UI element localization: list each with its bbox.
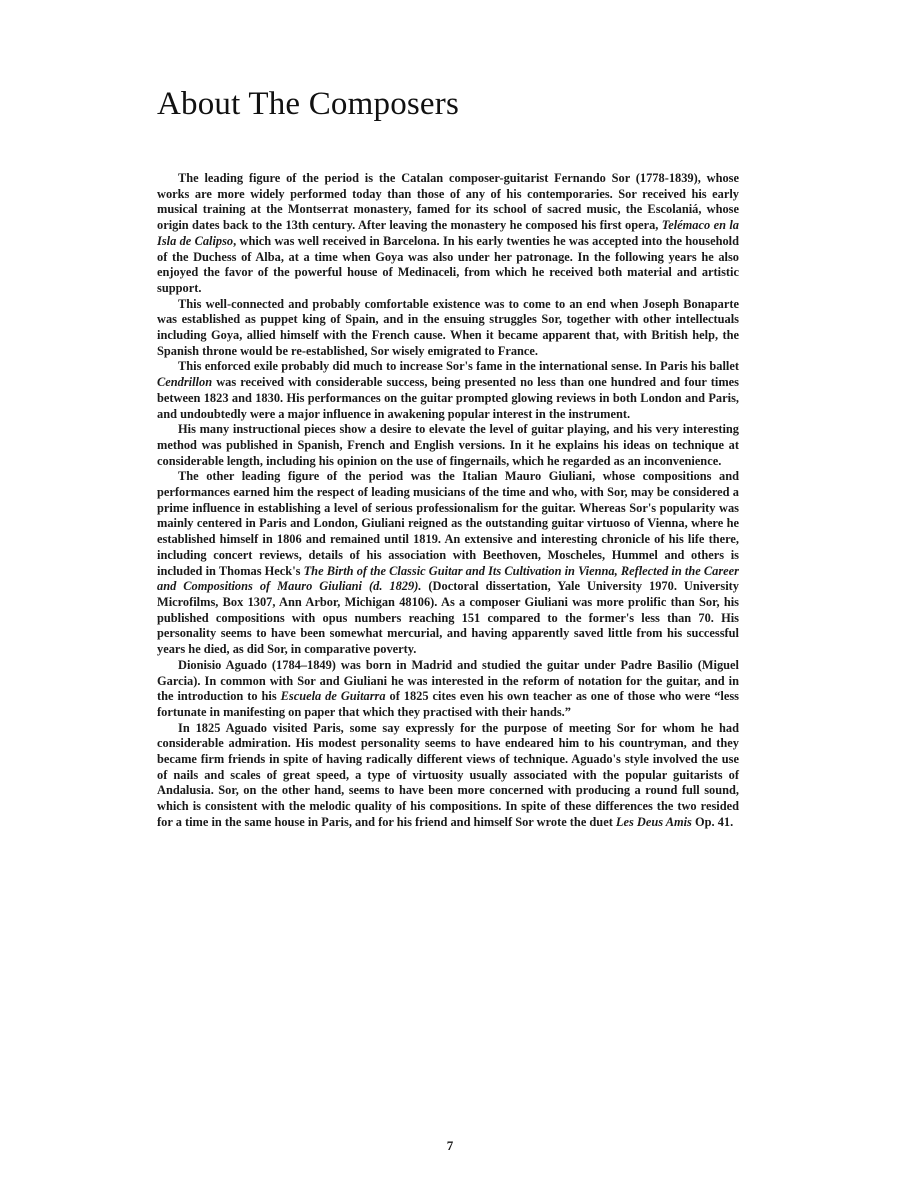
italic-title: The Birth of the Classic Guitar and Its Cultivation in Vienna, Reflected in the Career and Compositions of Mauro Giuliani (d. 1829). — [157, 563, 739, 594]
italic-title: Cendrillon — [157, 375, 213, 390]
text-run: of 1825 cites even his own teacher as one of those who were “less fortunate in manifesting on paper that which they practised with their hands.” — [157, 689, 739, 719]
italic-title: Les Deus Amis — [615, 814, 692, 829]
text-run: Op. 41. — [691, 814, 734, 829]
paragraph — [157, 297, 739, 360]
text-run: , which was well received in Barcelona. In his early twenties he was accepted into the household of the Duchess of Alba, at a time when Goya was also under her patronage. In the following years he also enjoyed the favor of the powerful house of Medinaceli, from which he received both material and artistic support. — [157, 233, 739, 295]
page-title: About The Composers — [157, 86, 460, 122]
paragraph — [157, 658, 739, 721]
text-run: His many instructional pieces show a desire to elevate the level of guitar playing, and his very interesting method was published in Spanish, French and English versions. In it he explains his ideas on technique at considerable length, including his opinion on the use of fingernails, which he regarded as an inconvenience. — [157, 422, 739, 468]
paragraph — [157, 171, 739, 297]
body-text — [157, 171, 739, 831]
text-run: The leading figure of the period is the Catalan composer-guitarist Fernando Sor (1778-1839), whose works are more widely performed today than those of any of his contemporaries. Sor received his early musical training at the Montserrat monastery, famed for its school of sacred music, the Escolaniá, whose origin dates back to the 13th century. After leaving the monastery he composed his first opera, — [157, 171, 739, 233]
text-run: Dionisio Aguado (1784–1849) was born in Madrid and studied the guitar under Padre Basilio (Miguel Garcia). In common with Sor and Giuliani he was interested in the reform of notation for the guitar, and in the introduction to his — [157, 657, 739, 704]
paragraph — [157, 469, 739, 657]
text-run: (Doctoral dissertation, Yale University 1970. University Microfilms, Box 1307, Ann Arbor, Michigan 48106). As a composer Giuliani was more prolific than Sor, his published compositions with opus numbers reaching 151 compared to the former's less than 70. His personality seems to have been somewhat mercurial, and having apparently saved little from his successful years he died, as did Sor, in comparative poverty. — [157, 579, 739, 657]
paragraph — [157, 359, 739, 422]
text-run: In 1825 Aguado visited Paris, some say expressly for the purpose of meeting Sor for whom he had considerable admiration. His modest personality seems to have endeared him to his countryman, and they became firm friends in spite of having radically different views of technique. Aguado's style involved the use of nails and scales of great speed, a type of virtuosity usually associated with the popular guitarists of Andalusia. Sor, on the other hand, seems to have been more concerned with producing a round full sound, which is consistent with the melodic quality of his compositions. In spite of these differences the two resided for a time in the same house in Paris, and for his friend and himself Sor wrote the duet — [157, 720, 739, 829]
paragraph — [157, 721, 739, 831]
paragraph — [157, 422, 739, 469]
text-run: This enforced exile probably did much to increase Sor's fame in the international sense. In Paris his ballet — [178, 359, 739, 374]
text-run: was received with considerable success, being presented no less than one hundred and four times between 1823 and 1830. His performances on the guitar prompted glowing reviews in both London and Paris, and undoubtedly were a major influence in awakening popular interest in the instrument. — [157, 375, 739, 421]
text-run: This well-connected and probably comfortable existence was to come to an end when Joseph Bonaparte was established as puppet king of Spain, and in the ensuing struggles Sor, together with other intellectuals including Goya, allied himself with the French cause. When it became apparent that, with British help, the Spanish throne would be re-established, Sor wisely emigrated to France. — [157, 296, 739, 358]
text-run: The other leading figure of the period was the Italian Mauro Giuliani, whose compositions and performances earned him the respect of leading musicians of the time and who, with Sor, may be considered a prime influence in establishing a level of serious professionalism for the guitar. Whereas Sor's popularity was mainly centered in Paris and London, Giuliani reigned as the outstanding guitar virtuoso of Vienna, where he established himself in 1806 and remained until 1819. An extensive and interesting chronicle of his life there, including concert reviews, details of his association with Beethoven, Moscheles, Hummel and others is included in Thomas Heck's — [157, 469, 739, 578]
italic-title: Telémaco en la Isla de Calipso — [157, 218, 739, 248]
italic-title: Escuela de Guitarra — [280, 689, 386, 704]
page-number: 7 — [446, 1138, 454, 1153]
